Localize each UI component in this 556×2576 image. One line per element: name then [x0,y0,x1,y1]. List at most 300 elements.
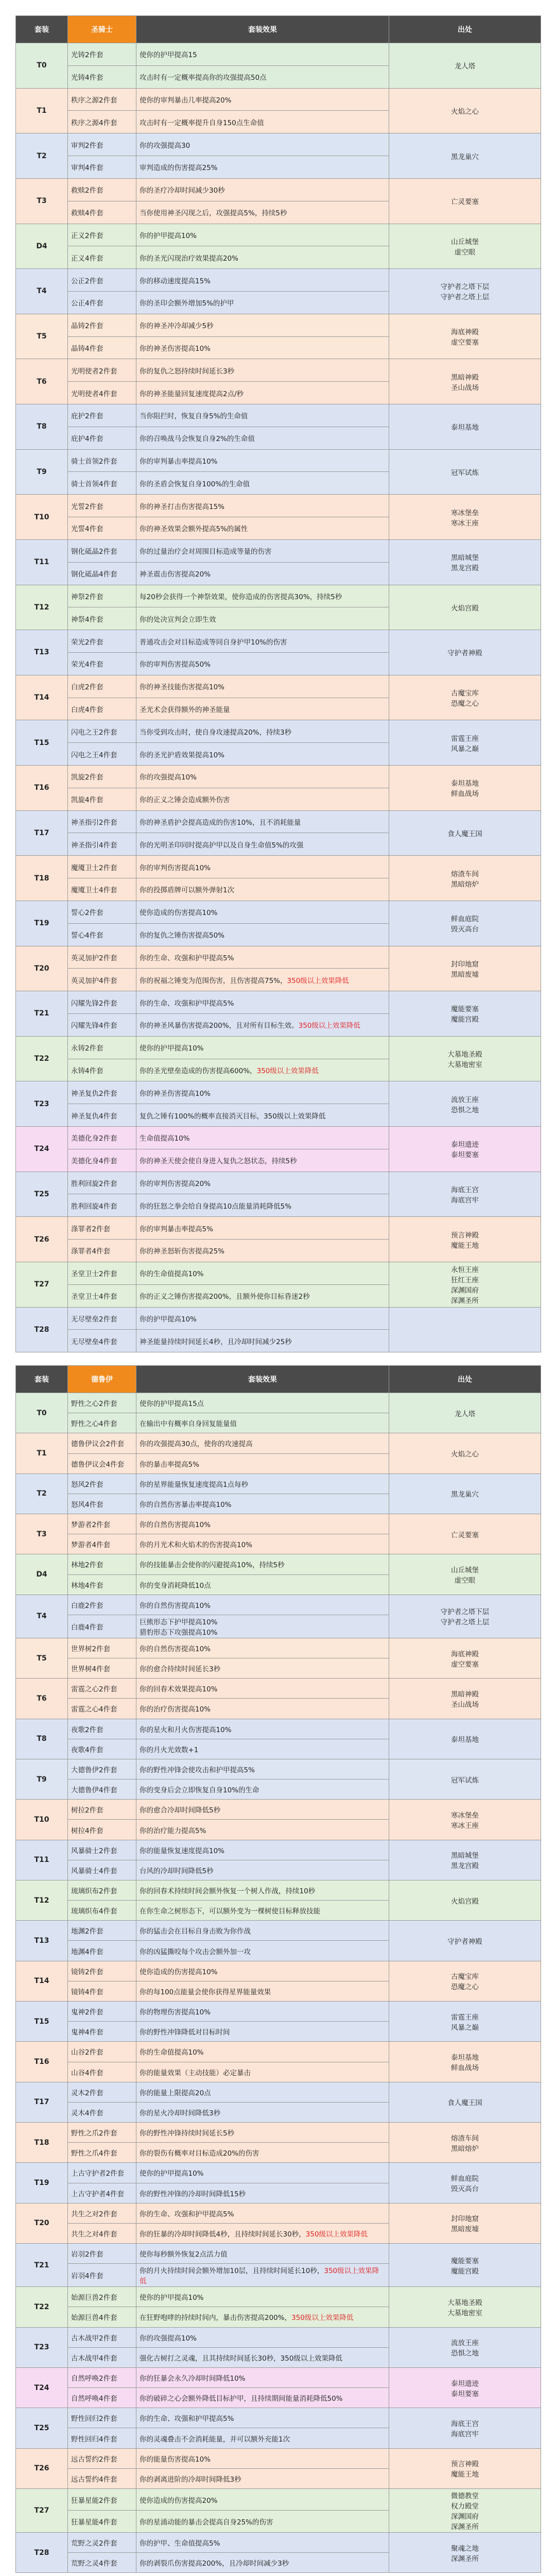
table-row [16,359,541,382]
source-text: 毁灭高台 [451,2185,479,2194]
tier-cell: T15 [16,2001,68,2041]
table-row [16,2488,541,2511]
tier-cell: T5 [16,314,68,359]
set-name: 钢化砥晶4件套 [68,562,136,585]
table-row [16,675,541,698]
set-name: 圣堂卫士4件套 [68,1284,136,1307]
set-name: 地渊2件套 [68,1921,136,1941]
effect-text: 你的能量恢复速度提高10% [140,1846,225,1855]
effect-text: 你的野性冲锋降低对目标时间 [140,2028,230,2037]
effect-text: 你的攻强提高30点，使你的攻速提高 [140,1440,253,1449]
source-text: 大墓地圣殿 [447,2298,482,2307]
set-effect [136,1473,389,1494]
source-text: 封印地窟 [451,960,479,969]
set-name: 共生之对4件套 [68,2223,136,2243]
set-name: 钢化砥晶2件套 [68,539,136,562]
effect-warning: 350级以上效果降低 [298,1022,360,1030]
source-cell [389,359,541,404]
source-text: 古魔宝库 [451,1973,479,1981]
set-name: 审判4件套 [68,156,136,179]
source-cell [389,2123,541,2163]
set-name: 始源巨兽4件套 [68,2307,136,2327]
effect-text: 你的神圣能量回复速度提高2点/秒 [140,389,244,398]
source-cell [389,946,541,991]
set-name: 林地2件套 [68,1554,136,1574]
source-cell [389,2327,541,2367]
source-text: 深渊国府 [451,2512,479,2521]
effect-text: 攻击时有一定概率提高你的攻强提高50点 [140,74,267,82]
set-effect [136,1284,389,1307]
source-cell [389,1921,541,1961]
set-name: 世界树2件套 [68,1638,136,1658]
source-text: 泰坦要塞 [451,2389,479,2398]
tier-cell: D4 [16,224,68,269]
source-text: 海底王宫 [451,2419,479,2428]
set-effect [136,1262,389,1284]
set-effect [136,2163,389,2183]
table-row [16,2244,541,2264]
set-name: 自然呼唤4件套 [68,2388,136,2408]
tier-cell: T27 [16,2488,68,2532]
effect-text: 当你受到攻击时，使自身攻速提高20%，持续3秒 [140,728,292,737]
set-effect [136,2408,389,2428]
set-name: 大德鲁伊2件套 [68,1759,136,1779]
set-name: 胜利回旋2件套 [68,1172,136,1194]
tier-cell: T14 [16,675,68,720]
set-name: 救赎2件套 [68,178,136,201]
set-effect [136,111,389,133]
set-name: 白虎4件套 [68,698,136,720]
set-name: 秩序之源2件套 [68,88,136,111]
source-text: 虚空眼 [454,248,476,257]
set-name: 魔魇卫士4件套 [68,878,136,901]
set-effect [136,1036,389,1059]
set-name: 树拉2件套 [68,1800,136,1820]
table-row [16,1679,541,1699]
tier-cell: T21 [16,2244,68,2287]
source-text: 永恒王座 [451,1266,479,1275]
set-effect [136,1941,389,1961]
set-effect [136,2448,389,2468]
table-row [16,1595,541,1615]
source-text: 恐魔之心 [451,700,479,708]
source-text: 寒冰堡垒 [451,509,479,517]
table-row [16,43,541,66]
effect-text: 你的审判伤害提高20% [140,1180,211,1189]
set-name: 德鲁伊议会2件套 [68,1433,136,1453]
set-name: 神圣指引4件套 [68,833,136,856]
set-name: 光明使者4件套 [68,382,136,404]
set-name: 古木战甲4件套 [68,2347,136,2367]
source-text: 深渊国府 [451,1286,479,1295]
set-name: 救赎4件套 [68,201,136,224]
set-name: 共生之对2件套 [68,2203,136,2223]
tier-cell: T6 [16,359,68,404]
set-effect [136,539,389,562]
set-name: 凯旋2件套 [68,766,136,788]
source-text: 守护者之塔下层 [440,1608,490,1617]
table-row [16,1081,541,1104]
set-effect [136,1393,389,1413]
effect-text: 你的审判伤害提高10% [140,863,211,872]
tier-cell: T25 [16,1172,68,1217]
table-row [16,1554,541,1574]
source-text: 海底宫牢 [451,1196,479,1205]
effect-text: 你的生命、攻强和护甲提高5% [140,999,234,1008]
table-row [16,766,541,788]
effect-text: 你的移动速度提高15% [140,277,211,285]
source-text: 海底神殿 [451,1650,479,1658]
set-effect [136,1638,389,1658]
source-text: 泰坦基地 [451,2054,479,2062]
set-name: 野性之心4件套 [68,1413,136,1433]
tier-cell: T23 [16,2327,68,2367]
source-cell [389,269,541,314]
effect-text: 使你的护甲提高15点 [140,1400,204,1409]
tier-cell: T12 [16,1880,68,1920]
set-effect [136,2203,389,2223]
set-name: 光铸4件套 [68,65,136,88]
tier-cell: T24 [16,2367,68,2408]
set-name: 野性之爪4件套 [68,2143,136,2163]
source-text: 大墓地密室 [447,1061,482,1070]
effect-text: 你的治疗能力提高5% [140,1826,206,1835]
source-text: 熔渣车间 [451,2134,479,2143]
source-cell [389,901,541,946]
table-row [16,1262,541,1284]
header-tier: 套装 [16,1366,68,1393]
effect-text: 审判造成的伤害提高25% [140,164,218,173]
set-name: 白鹿4件套 [68,1615,136,1638]
set-table-0 [15,15,541,1352]
set-name: 镜铸2件套 [68,1961,136,1981]
set-effect [136,991,389,1014]
set-name: 鬼神4件套 [68,2022,136,2042]
set-effect [136,2223,389,2243]
set-effect [136,1615,389,1638]
set-effect [136,269,389,292]
set-name: 英灵加护4件套 [68,969,136,991]
effect-text: 你的祝福之锤变为范围伤害，且伤害提高75%， [140,976,287,985]
source-text: 雷霆王座 [451,734,479,743]
source-text: 微德教堂 [451,2492,479,2500]
tier-cell: T15 [16,720,68,766]
table-row [16,1880,541,1900]
set-name: 晶铸4件套 [68,336,136,359]
set-effect [136,1880,389,1900]
table-row [16,1514,541,1534]
effect-text: 使你的审判暴击几率提高20% [140,96,232,105]
set-name: 怒风2件套 [68,1473,136,1494]
source-text: 狂红王座 [451,1276,479,1285]
set-effect [136,2553,389,2573]
source-cell [389,1262,541,1307]
source-cell [389,1307,541,1352]
header-row [16,1366,541,1393]
source-cell [389,1840,541,1880]
table-row [16,269,541,292]
set-effect [136,2367,389,2387]
tier-cell: T16 [16,766,68,811]
source-text: 魔能宫殿 [451,2267,479,2276]
effect-text: 你的生命值提高10% [140,2048,204,2057]
set-effect [136,1719,389,1739]
table-row [16,133,541,156]
source-cell [389,585,541,630]
header-source: 出处 [389,1366,541,1393]
effect-text: 你的神圣天使会使自身进入复仇之怒状态，持续5秒 [140,1157,297,1166]
set-effect [136,1534,389,1554]
table-row [16,2448,541,2468]
tier-cell: T20 [16,946,68,991]
effect-text: 你的护甲提高10% [140,231,197,240]
source-text: 恐惧之地 [451,1106,479,1114]
source-text: 泰坦遗迹 [451,1141,479,1149]
set-name: 上古守护者2件套 [68,2163,136,2183]
effect-text: 你的愈合冷却时间降低5秒 [140,1806,221,1815]
source-text: 古魔宝库 [451,689,479,698]
effect-text: 你的攻强提高10% [140,2334,197,2343]
table-row [16,946,541,969]
effect-warning: 350级以上效果降低 [287,976,349,985]
set-effect [136,878,389,901]
set-effect [136,1800,389,1820]
effect-text: 巨熊形态下护甲提高10% [140,1618,218,1626]
set-name: 荣光4件套 [68,652,136,675]
effect-warning: 350级以上效果降低 [256,1066,319,1075]
set-effect [136,1059,389,1081]
source-text: 大墓地圣殿 [447,1050,482,1059]
effect-text: 你的愈合持续时间延长3秒 [140,1665,221,1674]
effect-text: 你的召唤战马会恢复自身2%的生命值 [140,435,255,444]
source-cell [389,2042,541,2082]
effect-text: 台风的冷却时间降低5秒 [140,1867,214,1875]
effect-text: 你的攻强提高30 [140,141,190,150]
set-effect [136,1514,389,1534]
table-row [16,901,541,923]
effect-text: 你的星涌动能的暴击会提高自身25%的伤害 [140,2518,273,2527]
effect-text: 你的暴击率提高5% [140,1460,199,1469]
source-text: 黑暗神殿 [451,373,479,382]
set-effect [136,2264,389,2287]
table-row [16,2082,541,2102]
set-effect [136,810,389,833]
set-table [15,1365,541,2573]
tier-cell: T16 [16,2042,68,2082]
set-effect [136,856,389,878]
source-cell [389,2408,541,2448]
table-row [16,88,541,111]
set-name: 世界树4件套 [68,1658,136,1679]
source-text: 魔能王地 [451,2470,479,2479]
set-effect [136,2102,389,2122]
source-cell [389,1554,541,1595]
table-row [16,2367,541,2387]
table-row [16,224,541,246]
set-name: 正义4件套 [68,246,136,269]
tier-cell: T10 [16,1800,68,1840]
tier-cell: T13 [16,630,68,675]
tier-cell: T10 [16,495,68,540]
table-row [16,1961,541,1981]
effect-text: 你的圣印会额外增加5%的护甲 [140,299,234,308]
set-name: 鬼神2件套 [68,2001,136,2021]
set-name: 晶铸2件套 [68,314,136,336]
tier-cell: T26 [16,1217,68,1262]
set-name: 林地4件套 [68,1574,136,1595]
set-name: 自然呼唤2件套 [68,2367,136,2387]
set-effect [136,2511,389,2533]
set-name: 灵木2件套 [68,2082,136,2102]
effect-text: 你的圣光壁垒造成的伤害提高600%， [140,1066,257,1075]
set-effect [136,1699,389,1719]
effect-text: 你的神圣风暴伤害提高200%，且对所有目标生效。 [140,1022,299,1030]
table-row [16,585,541,607]
source-text: 寒冰堡垒 [451,1811,479,1820]
set-name: 誓心2件套 [68,901,136,923]
table-row [16,1759,541,1779]
set-effect [136,517,389,540]
effect-text: 你的复仇之锤伤害提高50% [140,931,225,940]
tier-cell: T4 [16,1595,68,1638]
effect-text: 你的能量效果（主动技能）必定暴击 [140,2069,251,2077]
set-table-1 [15,1365,541,2573]
header-effect: 套装效果 [136,16,389,43]
effect-text: 你的野性冲锋的冷却时间降低15秒 [140,2190,246,2198]
set-effect [136,766,389,788]
effect-text: 你的处决宣判会立即生效 [140,615,216,624]
effect-text: 你的正义之锤伤害提高200%，且额外使你目标昏迷2秒 [140,1293,310,1301]
set-name: 野性之心2件套 [68,1393,136,1413]
source-text: 鲜血战场 [451,2064,479,2072]
source-text: 龙人塔 [454,62,476,71]
source-cell [389,1638,541,1678]
source-text: 黑暗废墟 [451,2225,479,2234]
effect-text: 你的圣光闪现治疗效果提高20% [140,254,239,263]
effect-text: 你的审判暴击率提高5% [140,1225,213,1233]
set-name: 光明使者2件套 [68,359,136,382]
source-text: 黑暗城堡 [451,1852,479,1860]
set-name: 山谷2件套 [68,2042,136,2062]
source-text: 黑龙巢穴 [451,1490,479,1499]
set-effect [136,449,389,472]
table-row [16,810,541,833]
set-effect [136,1104,389,1127]
source-text: 泰坦基地 [451,423,479,432]
effect-text: 你的星界能量恢复速度提高1点每秒 [140,1480,249,1489]
source-text: 黑暗神殿 [451,1690,479,1699]
set-effect [136,1780,389,1800]
set-name: 远古誓约4件套 [68,2468,136,2488]
table-row [16,856,541,878]
source-cell [389,1961,541,2001]
set-name: 美德化身2件套 [68,1127,136,1149]
source-text: 龙人塔 [454,1410,476,1418]
set-effect [136,2143,389,2163]
source-text: 寒冰王座 [451,519,479,528]
source-text: 聚魂之地 [451,2544,479,2553]
source-text: 黑龙巢穴 [451,152,479,161]
set-effect [136,1860,389,1880]
table-row [16,2123,541,2143]
effect-warning: 350级以上效果降低 [305,2230,368,2239]
tier-cell: T1 [16,88,68,133]
set-effect [136,359,389,382]
set-name: 大德鲁伊4件套 [68,1780,136,1800]
tier-cell: D4 [16,1554,68,1595]
set-effect [136,156,389,179]
effect-text: 你的自然伤害提高10% [140,1645,211,1653]
set-effect [136,1149,389,1172]
effect-warning: 350级以上效果降低 [291,2314,354,2323]
source-cell [389,1880,541,1920]
set-name: 光誓4件套 [68,517,136,540]
set-name: 荒野之灵4件套 [68,2553,136,2573]
effect-text: 你的裂伤有概率对目标造成20%的伤害 [140,2149,259,2158]
effect-text: 你的每100点能量会使你获得星界能量效果 [140,1988,271,1996]
set-name: 公正4件套 [68,291,136,314]
set-effect [136,1081,389,1104]
effect-text: 你的生命值提高10% [140,1270,204,1279]
set-effect [136,2488,389,2511]
effect-text: 你的星火和月火伤害提高10% [140,1725,232,1734]
source-cell [389,2163,541,2203]
set-name: 琉璃织布4件套 [68,1901,136,1921]
header-tier: 套装 [16,16,68,43]
set-name: 神圣复仇2件套 [68,1081,136,1104]
set-name: 凯旋4件套 [68,788,136,810]
source-cell [389,133,541,179]
effect-text: 生命值提高10% [140,1134,190,1143]
set-effect [136,562,389,585]
tier-cell: T2 [16,1473,68,1514]
source-cell [389,630,541,675]
set-effect [136,1739,389,1759]
set-effect [136,1981,389,2001]
source-text: 魔能要塞 [451,1005,479,1014]
effect-text: 你的野性冲锋会使攻击和护甲提高5% [140,1766,255,1774]
set-name: 涤罪者2件套 [68,1217,136,1240]
source-cell [389,178,541,224]
effect-text: 你的神圣怒斩伤害提高25% [140,1247,225,1256]
set-name: 琉璃织布2件套 [68,1880,136,1900]
effect-text: 你的生命、攻强和护甲提高5% [140,2210,234,2218]
tier-cell: T28 [16,1307,68,1352]
source-text: 权力殿堂 [451,2502,479,2511]
source-text: 食人魔王国 [447,2099,482,2108]
set-effect [136,1194,389,1217]
source-text: 守护者神殿 [447,649,482,658]
source-text: 海底神殿 [451,328,479,337]
source-text: 魔能要塞 [451,2257,479,2265]
set-effect [136,585,389,607]
set-effect [136,472,389,495]
source-cell [389,2082,541,2122]
table-row [16,2163,541,2183]
tier-cell: T3 [16,1514,68,1554]
effect-text: 使你造成的伤害提高20% [140,2496,218,2505]
tier-cell: T19 [16,2163,68,2203]
set-effect [136,427,389,449]
set-effect [136,1554,389,1574]
source-cell [389,88,541,133]
source-text: 火焰宫殿 [451,604,479,613]
effect-text: 神圣能量持续时间延长4秒，且冷却时间减少25秒 [140,1337,292,1346]
effect-text: 使你的护甲提高10% [140,1044,204,1053]
tier-cell: T26 [16,2448,68,2488]
source-text: 海底宫牢 [451,2430,479,2438]
tier-cell: T28 [16,2532,68,2572]
